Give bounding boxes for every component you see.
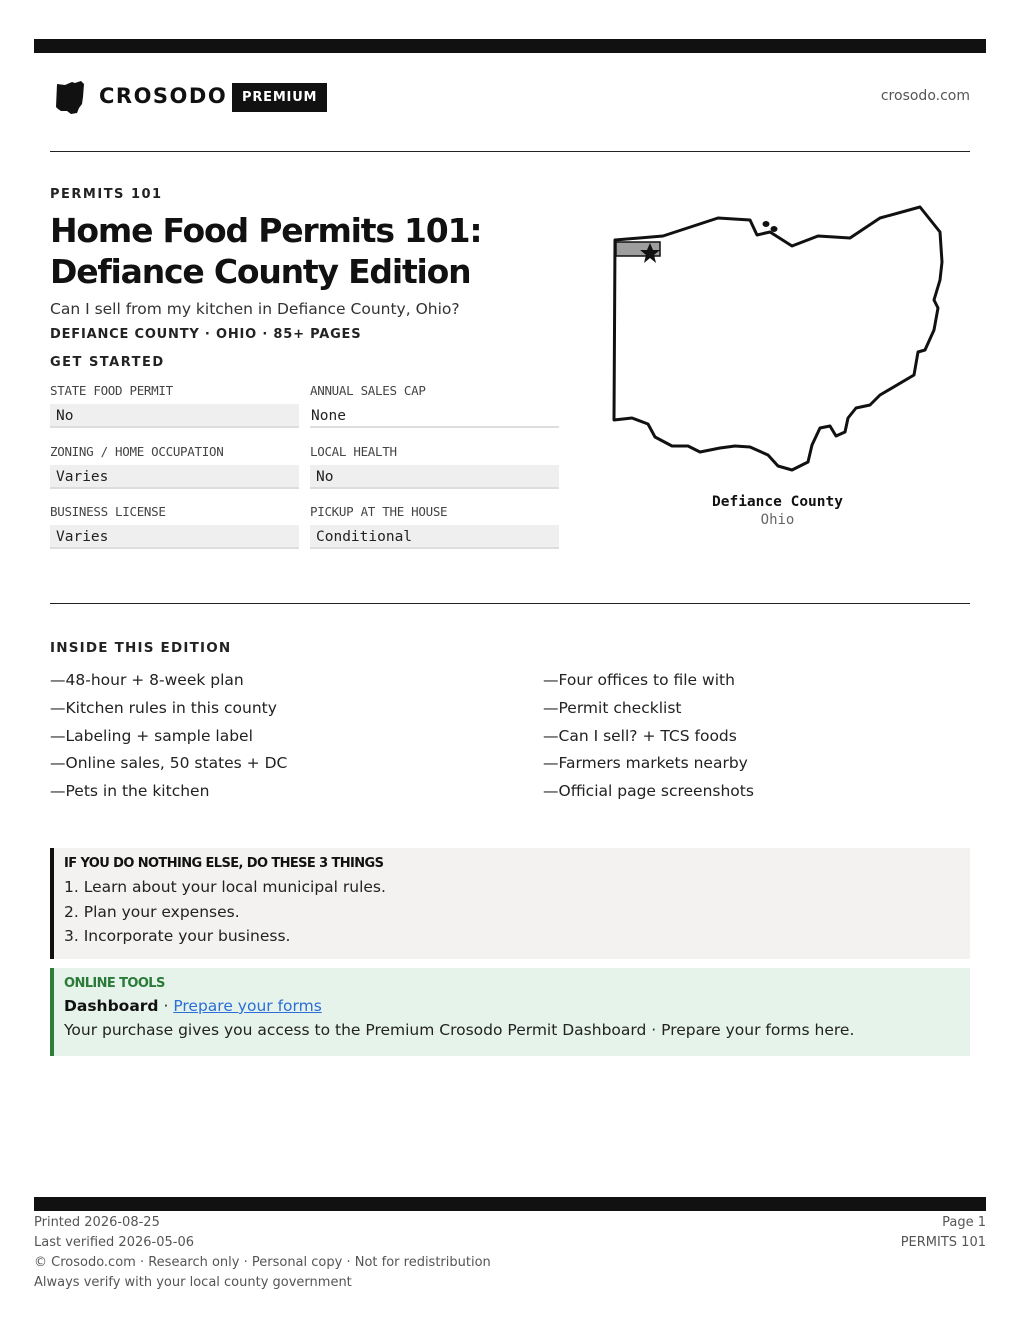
map-county-name: Defiance County <box>712 494 843 510</box>
verify-note: Always verify with your local county government <box>34 1275 352 1290</box>
list-item: 2. Plan your expenses. <box>64 902 240 921</box>
separator: · <box>158 997 174 1015</box>
page-number: Page 1 <box>942 1215 986 1230</box>
toc-left-column <box>50 667 480 806</box>
page-subtitle: Can I sell from my kitchen in Defiance County, Ohio? <box>50 300 460 318</box>
dashboard-label: Dashboard <box>64 997 159 1015</box>
toc-item: —Online sales, 50 states + DC <box>50 754 288 773</box>
site-url[interactable]: crosodo.com <box>880 88 970 104</box>
brand-name: CROSODO <box>99 84 228 108</box>
ohio-outline <box>614 207 942 470</box>
toc-item: —Four offices to file with <box>543 671 735 689</box>
ohio-map <box>600 195 955 485</box>
tools-description: Your purchase gives you access to the Premium Crosodo Permit Dashboard · Prepare your forms here. <box>64 1021 855 1039</box>
page-title <box>50 210 570 292</box>
callout-title: IF YOU DO NOTHING ELSE, DO THESE 3 THINGS <box>64 856 384 871</box>
toc-item: —Official page screenshots <box>543 782 754 801</box>
toc-item: —Kitchen rules in this county <box>50 698 277 717</box>
copyright-note: © Crosodo.com · Research only · Personal copy · Not for redistribution <box>34 1255 491 1270</box>
footer-bar <box>34 1197 986 1211</box>
header-divider <box>50 151 970 152</box>
field-value: Varies <box>50 525 299 549</box>
online-tools-box <box>50 968 970 1056</box>
field-label: PICKUP AT THE HOUSE <box>310 504 448 519</box>
field-label: ZONING / HOME OCCUPATION <box>50 444 224 459</box>
premium-badge: PREMIUM <box>232 83 327 112</box>
island-icon <box>771 226 778 232</box>
map-caption <box>600 494 955 528</box>
section-divider <box>50 603 970 604</box>
tools-title: ONLINE TOOLS <box>64 976 165 991</box>
toc-item: —Labeling + sample label <box>50 726 253 745</box>
toc-item: —Farmers markets nearby <box>543 754 748 773</box>
toc-item: —Permit checklist <box>543 698 682 717</box>
field-label: ANNUAL SALES CAP <box>310 383 426 398</box>
edition-meta: DEFIANCE COUNTY · OHIO · 85+ PAGES <box>50 327 362 342</box>
tools-line <box>64 997 960 1015</box>
list-item: 1. Learn about your local municipal rules. <box>64 878 386 896</box>
field-pickup-at-house <box>310 504 559 549</box>
island-icon <box>763 221 770 227</box>
field-local-health <box>310 444 559 489</box>
field-label: STATE FOOD PERMIT <box>50 383 173 398</box>
footer-right <box>901 1213 986 1253</box>
field-value: No <box>50 404 299 428</box>
field-value: None <box>310 404 559 428</box>
callout-list <box>64 875 960 949</box>
list-item: 3. Incorporate your business. <box>64 927 291 945</box>
footer-left <box>34 1213 491 1293</box>
toc-item: —Pets in the kitchen <box>50 782 210 801</box>
toc-item: —Can I sell? + TCS foods <box>543 726 737 745</box>
field-business-license <box>50 504 299 549</box>
footer-section: PERMITS 101 <box>900 1235 986 1250</box>
get-started-heading: GET STARTED <box>50 355 165 370</box>
verified-date: Last verified 2026-05-06 <box>34 1235 194 1250</box>
header <box>50 78 970 118</box>
map-state-name: Ohio <box>760 512 795 528</box>
field-value: Varies <box>50 465 299 489</box>
ohio-silhouette-icon <box>55 80 85 114</box>
title-line-1: Home Food Permits 101: <box>50 211 482 250</box>
field-label: LOCAL HEALTH <box>310 444 397 459</box>
field-state-food-permit <box>50 383 299 428</box>
key-actions-callout <box>50 848 970 959</box>
field-label: BUSINESS LICENSE <box>50 504 166 519</box>
toc-item: —48-hour + 8-week plan <box>50 671 244 689</box>
section-kicker: PERMITS 101 <box>50 187 163 202</box>
field-zoning-home-occupation <box>50 444 299 489</box>
printed-date: Printed 2026-08-25 <box>34 1215 160 1230</box>
prepare-forms-link[interactable]: Prepare your forms <box>173 997 322 1015</box>
top-bar <box>34 39 986 53</box>
inside-heading: INSIDE THIS EDITION <box>50 640 232 656</box>
field-value: No <box>310 465 559 489</box>
field-annual-sales-cap <box>310 383 559 428</box>
toc-right-column <box>543 667 973 806</box>
field-value: Conditional <box>310 525 559 549</box>
title-line-2: Defiance County Edition <box>50 252 471 291</box>
